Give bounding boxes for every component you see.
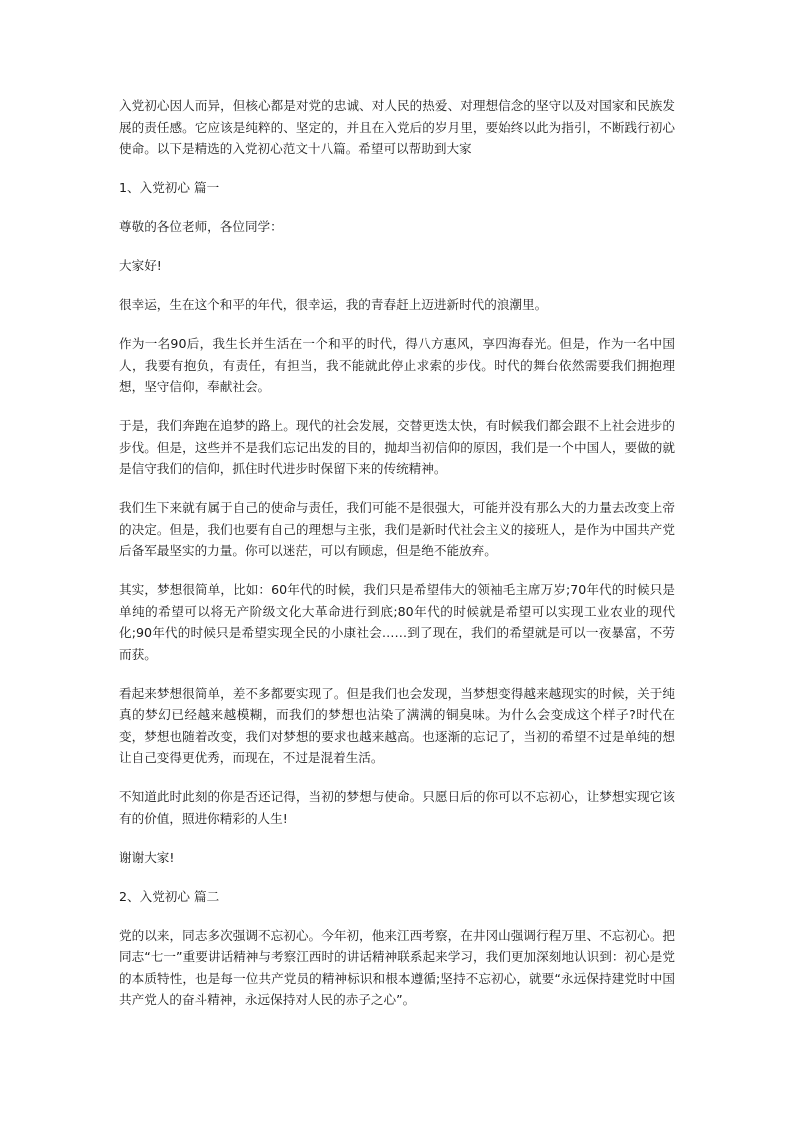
body-paragraph: 我们生下来就有属于自己的使命与责任，我们可能不是很强大，可能并没有那么大的力量去改变上帝的决定。但是，我们也要有自己的理想与主张，我们是新时代社会主义的接班人，是作为中国共产党后备军最坚实的力量。你可以迷茫，可以有顾虑，但是绝不能放弃。 xyxy=(119,500,675,558)
body-paragraph: 很幸运，生在这个和平的年代，很幸运，我的青春赶上迈进新时代的浪潮里。 xyxy=(119,297,548,312)
section-heading-2: 2、入党初心 篇二 xyxy=(119,888,220,904)
body-paragraph: 作为一名90后，我生长并生活在一个和平的时代，得八方惠风，享四海春光。但是，作为一名中国人，我要有抱负，有责任，有担当，我不能就此停止求索的步伐。时代的舞台依然需要我们拥抱理想，坚守信仰，奉献社会。 xyxy=(119,336,675,394)
salutation: 尊敬的各位老师，各位同学： xyxy=(119,219,283,234)
body-paragraph: 党的以来，同志多次强调不忘初心。今年初，他来江西考察，在井冈山强调行程万里、不忘初心。把同志“七一”重要讲话精神与考察江西时的讲话精神联系起来学习，我们更加深刻地认识到：初心是党的本质特性，也是每一位共产党员的精神标识和根本遵循;坚持不忘初心，就要“永远保持建党时中国共产党人的奋斗精神，永远保持对人民的赤子之心”。 xyxy=(119,927,675,1007)
intro-paragraph: 入党初心因人而异，但核心都是对党的忠诚、对人民的热爱、对理想信念的坚守以及对国家和民族发展的责任感。它应该是纯粹的、坚定的，并且在入党后的岁月里，要始终以此为指引，不断践行初心使命。以下是精选的入党初心范文十八篇。希望可以帮助到大家 xyxy=(119,98,675,156)
body-paragraph: 不知道此时此刻的你是否还记得，当初的梦想与使命。只愿日后的你可以不忘初心，让梦想实现它该有的价值，照进你精彩的人生! xyxy=(119,789,675,826)
document-body xyxy=(119,95,675,1028)
body-paragraph: 其实，梦想很简单，比如：60年代的时候，我们只是希望伟大的领袖毛主席万岁;70年代的时候只是单纯的希望可以将无产阶级文化大革命进行到底;80年代的时候就是希望可以实现工业农业的现代化;90年代的时候只是希望实现全民的小康社会……到了现在，我们的希望就是可以一夜暴富，不劳而获。 xyxy=(119,582,675,662)
greeting: 大家好! xyxy=(119,258,162,273)
section-heading-1: 1、入党初心 篇一 xyxy=(119,180,220,195)
body-paragraph: 看起来梦想很简单，差不多都要实现了。但是我们也会发现，当梦想变得越来越现实的时候，关于纯真的梦幻已经越来越模糊，而我们的梦想也沾染了满满的铜臭味。为什么会变成这个样子?时代在变，梦想也随着改变，我们对梦想的要求也越来越高。也逐渐的忘记了，当初的希望不过是单纯的想让自己变得更优秀，而现在，不过是混着生活。 xyxy=(119,685,675,765)
closing-thanks: 谢谢大家! xyxy=(119,849,175,865)
body-paragraph: 于是，我们奔跑在追梦的路上。现代的社会发展，交替更迭太快，有时候我们都会跟不上社会进步的步伐。但是，这些并不是我们忘记出发的目的，抛却当初信仰的原因，我们是一个中国人，要做的就是信守我们的信仰，抓住时代进步时保留下来的传统精神。 xyxy=(119,418,675,476)
